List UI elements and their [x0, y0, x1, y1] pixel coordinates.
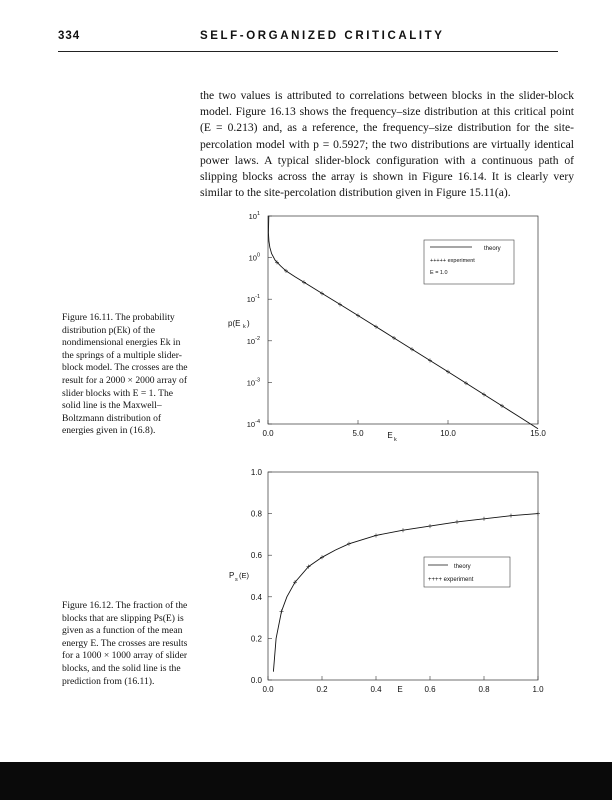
chapter-title: SELF-ORGANIZED CRITICALITY [200, 30, 445, 42]
legend-theory-label: theory [454, 564, 471, 570]
y-axis-label-subscript: k [243, 324, 246, 330]
y-tick-label: $10^1$ [248, 211, 260, 221]
figure-16-12-caption: Figure 16.12. The fraction of the blocks that are slipping Ps(E) is given as a function of the mean energy E. The crosses are results for a 1000 × 1000 array of slider blocks, and the solid line is the prediction from (16.11). [62, 600, 188, 687]
experiment-cross [455, 520, 459, 524]
experiment-cross [401, 528, 405, 532]
y-tick-label: $10^{-4}$ [246, 419, 260, 429]
x-tick-label: 0.2 [316, 685, 328, 694]
experiment-cross [347, 542, 351, 546]
y-axis-label: P [229, 571, 235, 580]
x-axis-label: E [387, 431, 393, 440]
legend-parameter-note: E = 1.0 [430, 270, 448, 276]
x-axis-label-subscript: k [394, 437, 397, 443]
experiment-cross [374, 533, 378, 537]
x-tick-label: 0.4 [370, 685, 382, 694]
experiment-cross [280, 609, 284, 613]
y-tick-label: $10^{-3}$ [246, 377, 260, 388]
y-axis-label-subscript: s [235, 577, 238, 583]
experiment-cross [482, 517, 486, 521]
y-tick-label: 1.0 [250, 468, 262, 477]
y-tick-label: $10^{-2}$ [246, 335, 260, 346]
legend-theory-label: theory [484, 246, 501, 252]
x-tick-label: 0.0 [262, 685, 274, 694]
theory-line-2 [273, 514, 538, 672]
y-axis-label-close: ) [247, 319, 250, 328]
scan-edge-shadow [0, 762, 612, 800]
y-tick-label: 0.8 [250, 509, 262, 519]
x-tick-label: 1.0 [532, 685, 544, 694]
legend-2 [424, 557, 510, 587]
x-axis-label: E [397, 685, 403, 694]
y-tick-label: 0.6 [250, 551, 262, 561]
experiment-cross [509, 514, 513, 518]
experiment-cross [536, 512, 540, 516]
y-axis-label: p(E [228, 319, 241, 328]
y-tick-label: $10^{-1}$ [246, 294, 260, 305]
figure-16-11-caption: Figure 16.11. The probability distribution p(Ek) of the nondimensional energies Ek in the springs of a multiple slider-block model. The crosses are the result for a 2000 × 2000 array of slider blocks with E = 1. The solid line is the Maxwell–Boltzmann distribution of energies given in (16.8). [62, 312, 188, 437]
y-tick-label: 0.4 [250, 592, 262, 602]
x-tick-label: 10.0 [440, 429, 456, 438]
x-tick-label: 15.0 [530, 429, 546, 438]
experiment-cross [428, 524, 432, 528]
x-tick-label: 0.6 [424, 685, 436, 694]
y-tick-label: 0.2 [250, 634, 262, 644]
y-tick-label: $10^0$ [248, 252, 260, 263]
x-tick-label: 5.0 [352, 429, 364, 438]
y-axis-label-arg: (E) [239, 571, 249, 580]
body-paragraph: the two values is attributed to correlations between blocks in the slider-block model. Figure 16.13 shows the frequency–size distribution at this critical point (E = 0.213) and, as a reference, the frequency–size distribution for the site-percolation model with p = 0.5927; the two distributions are virtually identical power laws. A typical slider-block configuration with a continuous path of slipping blocks across the array is shown in Figure 16.14. It is clearly very similar to the site-percolation distribution given in Figure 15.11(a). [200, 89, 574, 200]
x-tick-label: 0.0 [262, 429, 274, 438]
legend-experiment-label: +++++ experiment [430, 258, 475, 264]
x-tick-label: 0.8 [478, 685, 490, 694]
page-number: 334 [58, 30, 81, 42]
legend-experiment-label: ++++ experiment [428, 577, 474, 583]
y-tick-label: 0.0 [250, 676, 262, 685]
